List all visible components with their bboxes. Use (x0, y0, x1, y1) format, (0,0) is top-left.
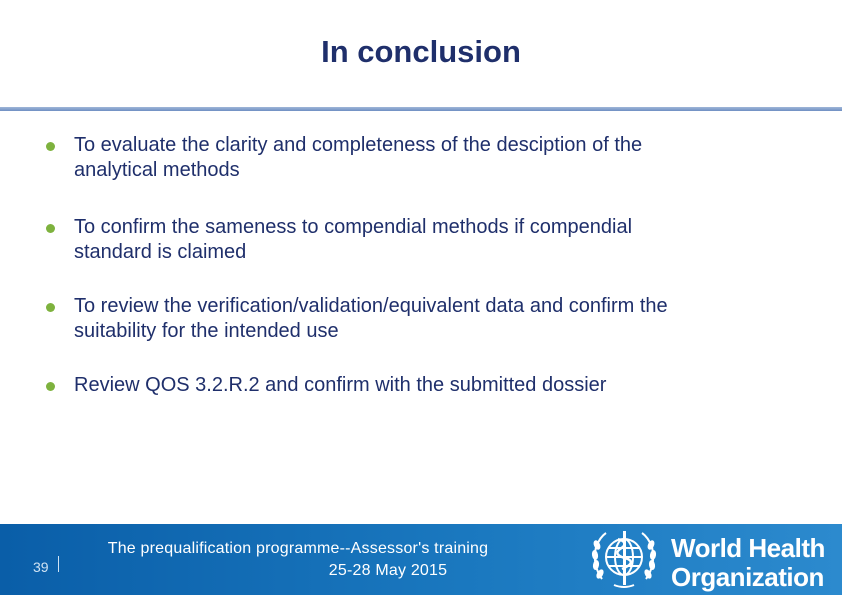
bullet-text-line: To review the verification/validation/equivalent data and confirm the (74, 295, 668, 317)
slide-footer (0, 524, 842, 595)
bullet-item (44, 215, 814, 265)
bullet-list (44, 133, 814, 398)
bullet-dot-icon (46, 303, 55, 312)
programme-name: The prequalification programme--Assessor's training (107, 540, 489, 557)
bullet-text-line: To confirm the sameness to compendial methods if compendial (74, 216, 633, 238)
bullet-item (44, 133, 814, 183)
bullet-text-line: To evaluate the clarity and completeness of the desciption of the (74, 134, 643, 156)
page-number-divider (58, 556, 59, 572)
bullet-text-line: standard is claimed (74, 241, 247, 263)
bullet-text-line: suitability for the intended use (74, 320, 339, 342)
bullet-dot-icon (46, 142, 55, 151)
bullet-dot-icon (46, 224, 55, 233)
page-number: 39 (33, 559, 49, 575)
bullet-text-line: Review QOS 3.2.R.2 and confirm with the submitted dossier (74, 374, 607, 396)
footer-caption (70, 538, 526, 582)
bullet-item (44, 373, 814, 398)
training-dates: 25-28 May 2015 (328, 562, 448, 579)
bullet-text-line: analytical methods (74, 159, 240, 181)
bullet-dot-icon (46, 382, 55, 391)
logo-line-1: World Health (671, 533, 825, 563)
who-logo-text (671, 534, 825, 592)
slide-title: In conclusion (321, 34, 521, 69)
logo-line-2: Organization (671, 562, 824, 592)
who-emblem-icon (584, 527, 664, 591)
title-divider (0, 107, 842, 111)
bullet-item (44, 294, 814, 344)
